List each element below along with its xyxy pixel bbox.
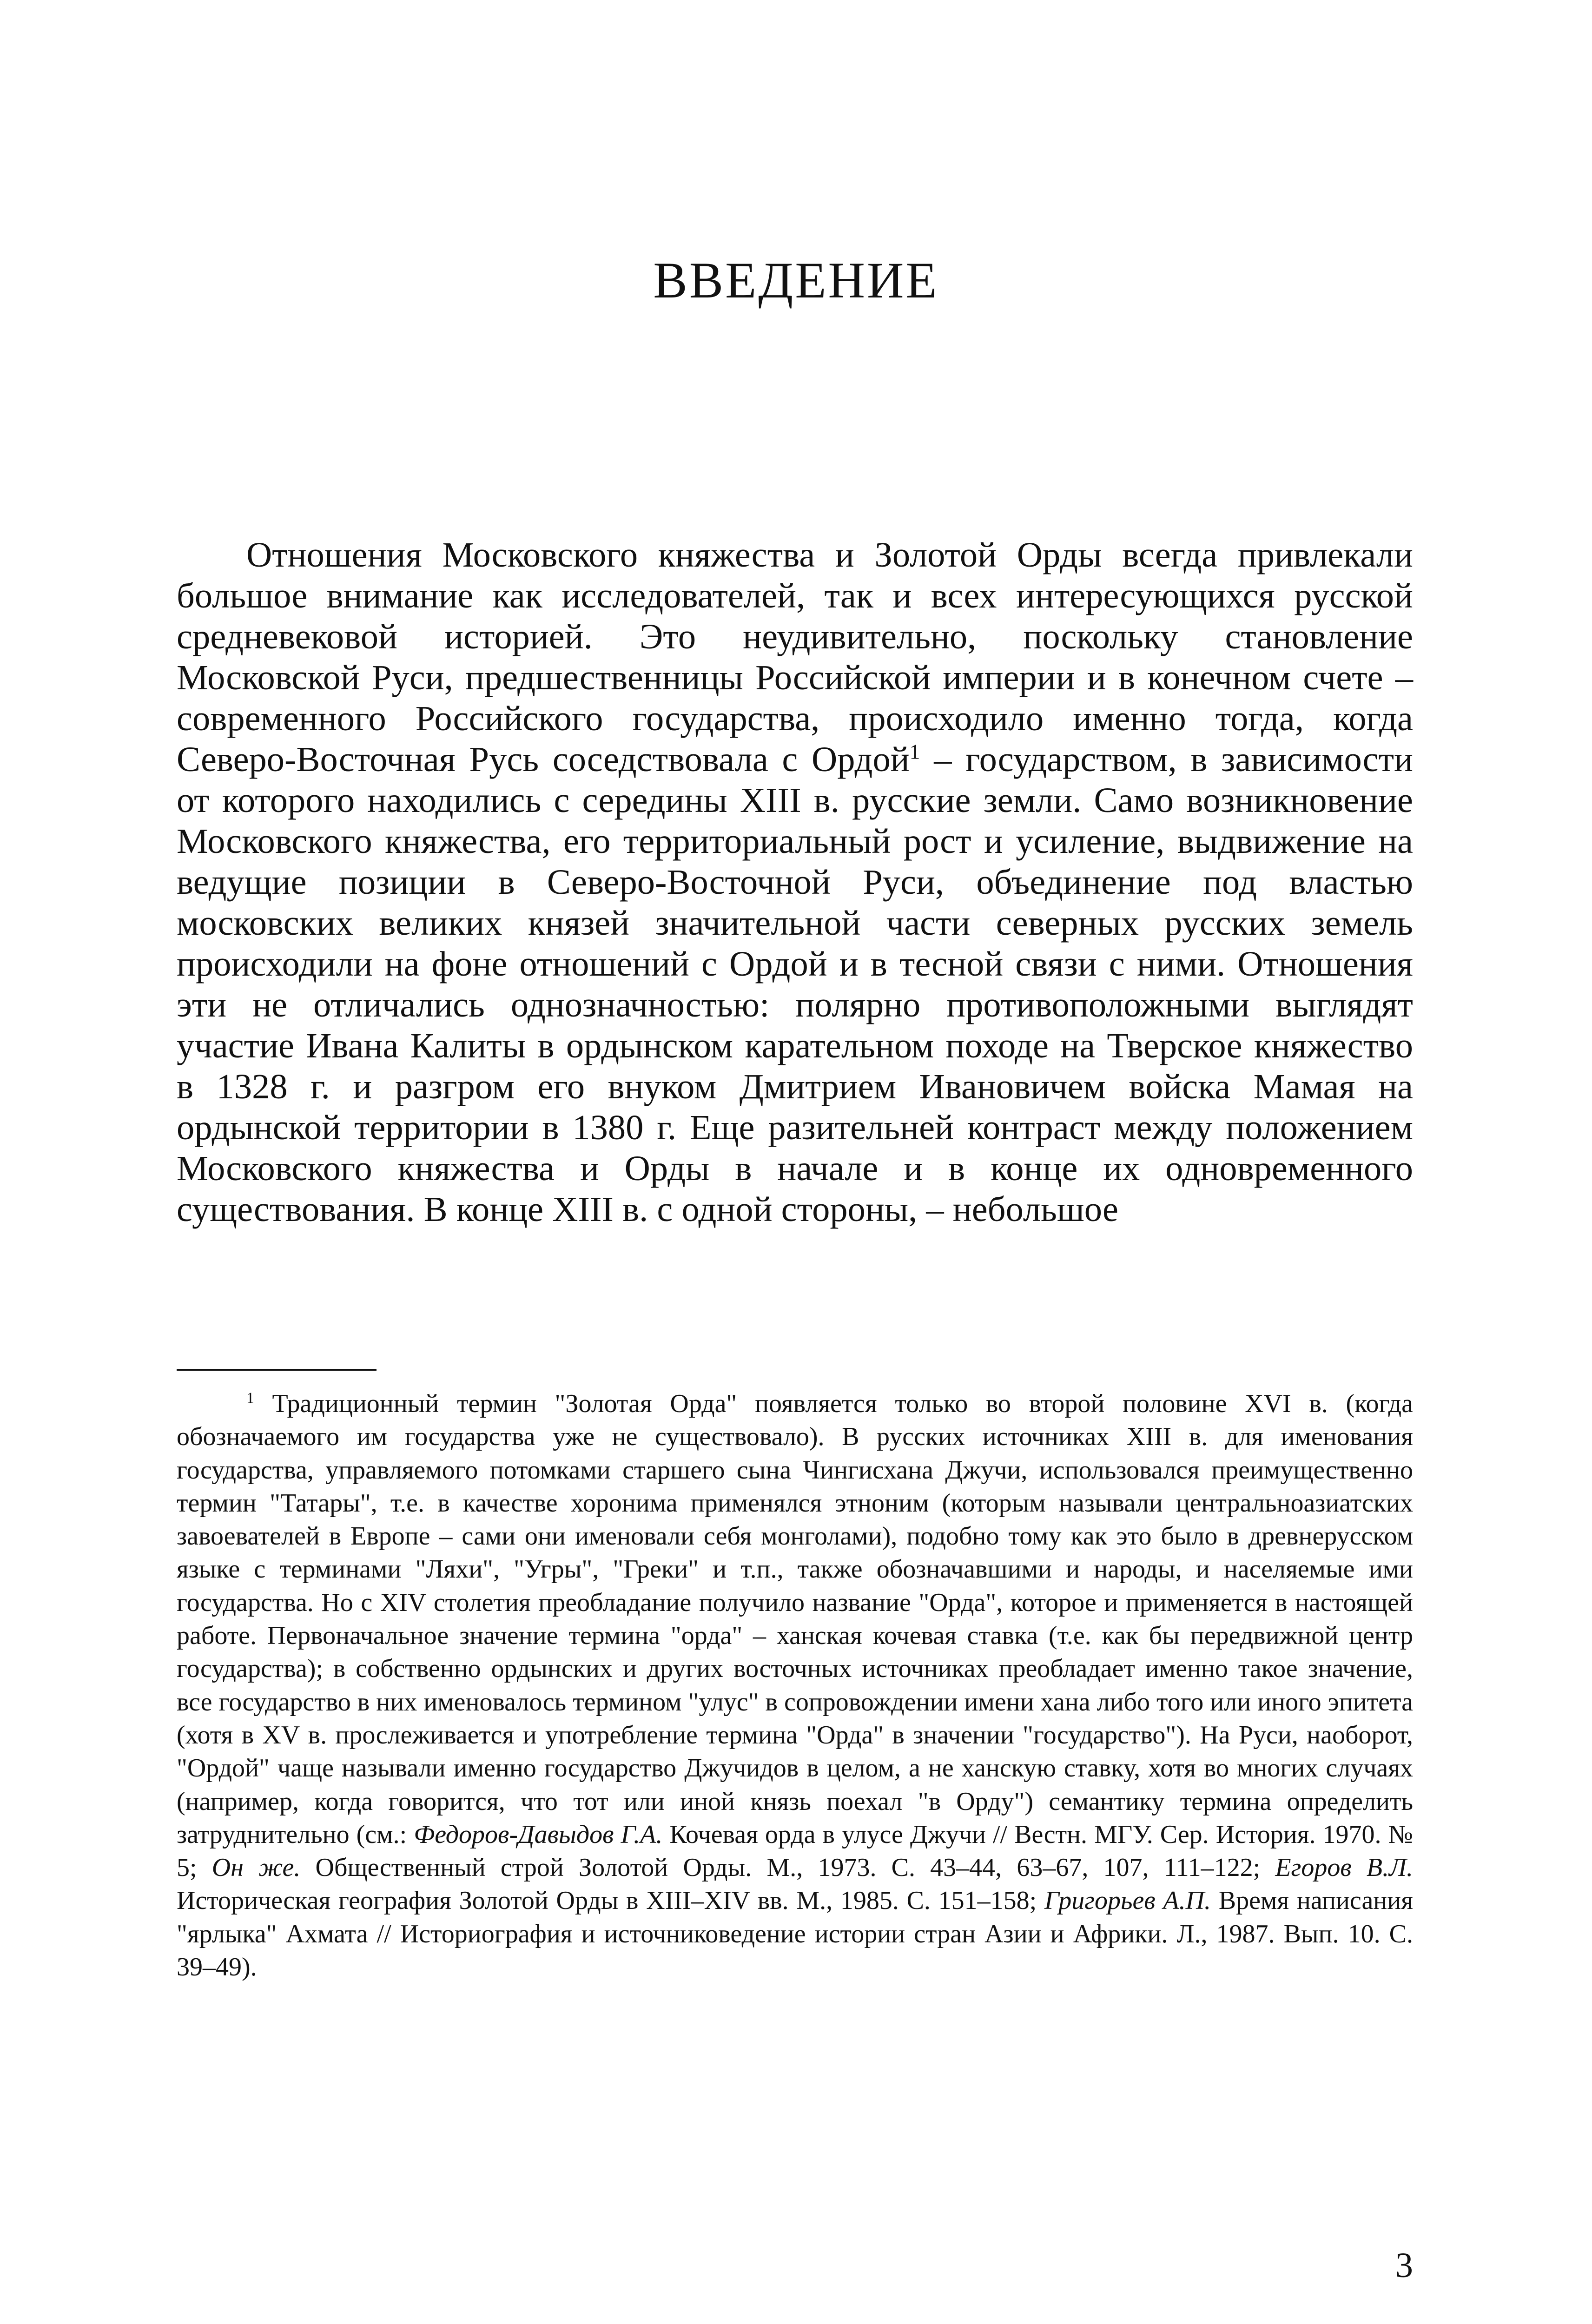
footnote-author: Егоров В.Л. <box>1275 1853 1413 1882</box>
footnote-author: Федоров-Давыдов Г.А. <box>414 1820 663 1849</box>
chapter-title: ВВЕДЕНИЕ <box>653 252 939 309</box>
paragraph-text-end: – государством, в зависимости от которого находились с середины XIII в. русские земли. Само возникновение Московского княжества, его территориальный рост и усиление, выдвижение на ведущие позиции в Северо-Восточной Руси, объединение под властью московских великих князей значительной части северных русских земель происходили на фоне отношений с Ордой и в тесной связи с ними. Отношения эти не отличались однозначностью: полярно противоположными выглядят участие Ивана Калиты в ордынском карательном походе на Тверское княжество в 1328 г. и разгром его внуком Дмитрием Ивановичем войска Мамая на ордынской территории в 1380 г. Еще разительней контраст между положением Московского княжества и Орды в начале и в конце их одновременного существования. В конце XIII в. с одной стороны, – небольшое <box>177 739 1413 1229</box>
footnote-text: Традиционный термин "Золотая Орда" появляется только во второй половине XVI в. (когда обозначаемого им государства уже не существовало). В русских источниках XIII в. для именования государства, управляемого потомками старшего сына Чингисхана Джучи, использовался преимущественно термин "Татары", т.е. в качестве хоронима применялся этноним (которым называли центральноазиатских завоевателей в Европе – сами они именовали себя монголами), подобно тому как это было в древнерусском языке с терминами "Ляхи", "Угры", "Греки" и т.п., также обозначавшими и народы, и населяемые ими государства. Но с XIV столетия преобладание получило название "Орда", которое и применяется в настоящей работе. Первоначальное значение термина "орда" – ханская кочевая ставка (т.е. как бы передвижной центр государства); в собственно ордынских и других восточных источниках преобладает именно такое значение, все государство в них именовалось термином "улус" в сопровождении имени хана либо того или иного эпитета (хотя в XV в. прослеживается и употребление термина "Орда" в значении "государство"). На Руси, наоборот, "Ордой" чаще называли именно государство Джучидов в целом, а не ханскую ставку, хотя во многих случаях (например, когда говорится, что тот или иной князь поехал "в Орду") семантику термина определить затруднительно (см.: <box>177 1389 1413 1849</box>
footnote-text: Кочевая орда в улусе Джучи // Вестн. МГУ. Сер. История. 1970. № 5; <box>177 1820 1413 1882</box>
footnote-divider <box>177 1369 377 1371</box>
paragraph <box>177 535 1413 1230</box>
page-number: 3 <box>1395 2246 1413 2285</box>
footnote-author: Он же. <box>211 1853 301 1882</box>
paragraph-text-start: Отношения Московского княжества и Золотой Орды всегда привлекали большое внимание как исследователей, так и всех интересующихся русской средневековой историей. Это неудивительно, поскольку становление Московской Руси, предшественницы Российской империи и в конечном счете – современного Российского государства, происходило именно тогда, когда Северо-Восточная Русь соседствовала с Ордой <box>177 535 1413 779</box>
footnote-text: Время написания "ярлыка" Ахмата // Историография и источниковедение истории стран Азии и Африки. Л., 1987. Вып. 10. С. 39–49). <box>177 1886 1413 1982</box>
footnote-author: Григорьев А.П. <box>1044 1886 1211 1915</box>
footnote-text: Историческая география Золотой Орды в XIII–XIV вв. М., 1985. С. 151–158; <box>177 1886 1044 1915</box>
footnote-text: Общественный строй Золотой Орды. М., 1973. С. 43–44, 63–67, 107, 111–122; <box>300 1853 1275 1882</box>
footnote-number: 1 <box>246 1389 254 1407</box>
footnote-reference[interactable]: 1 <box>909 739 920 764</box>
footnote <box>177 1387 1413 1984</box>
main-text <box>177 535 1413 1230</box>
